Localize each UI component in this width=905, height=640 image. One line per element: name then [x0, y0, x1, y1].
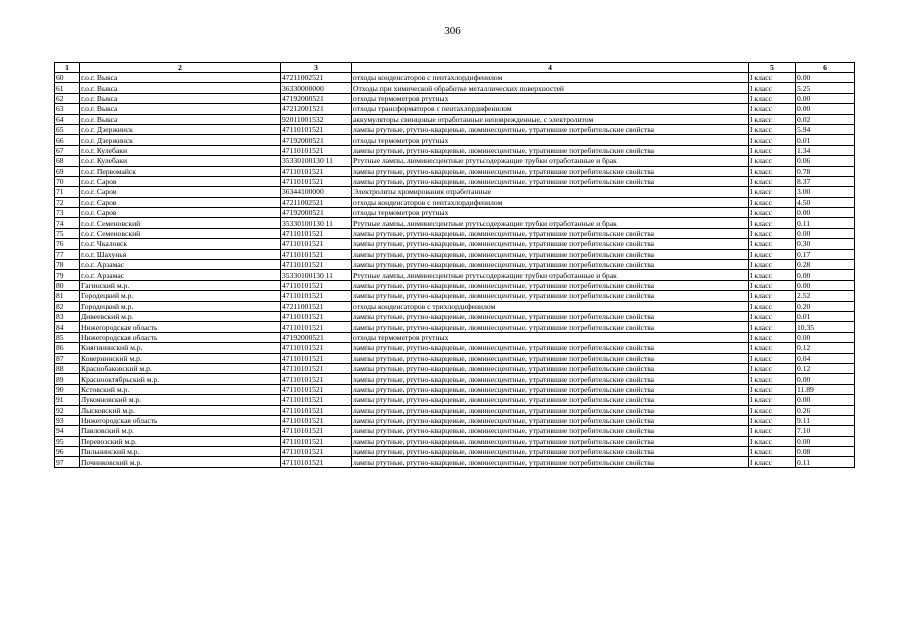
waste-code-cell: 47110101521	[281, 249, 352, 259]
waste-code-cell: 47110101521	[281, 343, 352, 353]
waste-name-cell: лампы ртутные, ртутно-кварцевые, люминесцентные, утратившие потребительские свойства	[352, 280, 749, 290]
municipality-cell: Кстовский м.р.	[80, 384, 281, 394]
municipality-cell: Дивеевский м.р.	[80, 311, 281, 321]
row-number-cell: 87	[55, 353, 80, 363]
waste-name-cell: лампы ртутные, ртутно-кварцевые, люминесцентные, утратившие потребительские свойства	[352, 239, 749, 249]
municipality-cell: г.о.г. Саров	[80, 176, 281, 186]
row-number-cell: 79	[55, 270, 80, 280]
row-number-cell: 97	[55, 457, 80, 467]
waste-name-cell: лампы ртутные, ртутно-кварцевые, люминесцентные, утратившие потребительские свойства	[352, 405, 749, 415]
amount-cell: 7.10	[796, 426, 855, 436]
waste-name-cell: лампы ртутные, ртутно-кварцевые, люминесцентные, утратившие потребительские свойства	[352, 311, 749, 321]
municipality-cell: Краснобаковский м.р.	[80, 363, 281, 373]
municipality-cell: г.о.г. Арзамас	[80, 260, 281, 270]
municipality-cell: г.о.г. Выкса	[80, 104, 281, 114]
hazard-class-cell: I класс	[749, 93, 796, 103]
waste-name-cell: лампы ртутные, ртутно-кварцевые, люминесцентные, утратившие потребительские свойства	[352, 343, 749, 353]
table-row	[55, 457, 855, 467]
amount-cell: 9.11	[796, 415, 855, 425]
waste-code-cell: 92011001532	[281, 114, 352, 124]
table-row	[55, 311, 855, 321]
waste-code-cell: 47192000521	[281, 135, 352, 145]
municipality-cell: Нижегородская область	[80, 322, 281, 332]
waste-name-cell: аккумуляторы свинцовые отработанные неповрежденные, с электролитом	[352, 114, 749, 124]
row-number-cell: 85	[55, 332, 80, 342]
municipality-cell: Нижегородская область	[80, 332, 281, 342]
municipality-cell: г.о.г. Чкаловск	[80, 239, 281, 249]
waste-code-cell: 47110101521	[281, 457, 352, 467]
row-number-cell: 67	[55, 145, 80, 155]
amount-cell: 0.78	[796, 166, 855, 176]
waste-code-cell: 47110101521	[281, 280, 352, 290]
waste-name-cell: лампы ртутные, ртутно-кварцевые, люминесцентные, утратившие потребительские свойства	[352, 415, 749, 425]
hazard-class-cell: I класс	[749, 239, 796, 249]
table-row	[55, 218, 855, 228]
column-header: 6	[796, 63, 855, 73]
municipality-cell: Починковский м.р.	[80, 457, 281, 467]
hazard-class-cell: I класс	[749, 145, 796, 155]
municipality-cell: г.о.г. Дзержинск	[80, 135, 281, 145]
table-row	[55, 166, 855, 176]
table-row	[55, 384, 855, 394]
hazard-class-cell: I класс	[749, 135, 796, 145]
waste-name-cell: отходы конденсаторов с трихлордифенилом	[352, 301, 749, 311]
municipality-cell: г.о.г. Семеновский	[80, 218, 281, 228]
waste-name-cell: отходы конденсаторов с пентахлордифенилом	[352, 73, 749, 83]
header-row	[55, 63, 855, 73]
hazard-class-cell: I класс	[749, 374, 796, 384]
row-number-cell: 96	[55, 447, 80, 457]
waste-name-cell: лампы ртутные, ртутно-кварцевые, люминесцентные, утратившие потребительские свойства	[352, 228, 749, 238]
row-number-cell: 90	[55, 384, 80, 394]
amount-cell: 10.35	[796, 322, 855, 332]
waste-code-cell: 47110101521	[281, 228, 352, 238]
row-number-cell: 72	[55, 197, 80, 207]
column-header: 5	[749, 63, 796, 73]
waste-code-cell: 35330100130 11	[281, 218, 352, 228]
row-number-cell: 80	[55, 280, 80, 290]
amount-cell: 8.37	[796, 176, 855, 186]
row-number-cell: 77	[55, 249, 80, 259]
waste-name-cell: Отходы при химической обработке металлических поверхностей	[352, 83, 749, 93]
hazard-class-cell: I класс	[749, 260, 796, 270]
table-header	[55, 63, 855, 73]
table-row	[55, 228, 855, 238]
row-number-cell: 75	[55, 228, 80, 238]
hazard-class-cell: I класс	[749, 343, 796, 353]
hazard-class-cell: I класс	[749, 291, 796, 301]
waste-name-cell: Ртутные лампы, люминесцентные ртутьсодержащие трубки отработанные и брак	[352, 218, 749, 228]
waste-code-cell: 47192000521	[281, 93, 352, 103]
waste-code-cell: 47110101521	[281, 322, 352, 332]
municipality-cell: г.о.г. Шахунья	[80, 249, 281, 259]
table-row	[55, 83, 855, 93]
municipality-cell: Городецкий м.р.	[80, 301, 281, 311]
hazard-class-cell: I класс	[749, 270, 796, 280]
table-row	[55, 436, 855, 446]
municipality-cell: Перевозский м.р.	[80, 436, 281, 446]
table-row	[55, 208, 855, 218]
waste-name-cell: Ртутные лампы, люминесцентные ртутьсодержащие трубки отработанные и брак	[352, 270, 749, 280]
table-row	[55, 239, 855, 249]
row-number-cell: 89	[55, 374, 80, 384]
amount-cell: 0.06	[796, 156, 855, 166]
table-row	[55, 343, 855, 353]
amount-cell: 0.01	[796, 135, 855, 145]
municipality-cell: г.о.г. Кулебаки	[80, 145, 281, 155]
amount-cell: 0.00	[796, 395, 855, 405]
amount-cell: 5.25	[796, 83, 855, 93]
waste-code-cell: 47192000521	[281, 208, 352, 218]
municipality-cell: Лукояновский м.р.	[80, 395, 281, 405]
waste-name-cell: отходы термометров ртутных	[352, 93, 749, 103]
waste-name-cell: лампы ртутные, ртутно-кварцевые, люминесцентные, утратившие потребительские свойства	[352, 374, 749, 384]
row-number-cell: 66	[55, 135, 80, 145]
waste-code-cell: 36344100000	[281, 187, 352, 197]
row-number-cell: 71	[55, 187, 80, 197]
row-number-cell: 62	[55, 93, 80, 103]
row-number-cell: 63	[55, 104, 80, 114]
table-row	[55, 114, 855, 124]
table-row	[55, 353, 855, 363]
page-number: 306	[444, 25, 461, 37]
table-row	[55, 73, 855, 83]
amount-cell: 0.26	[796, 405, 855, 415]
amount-cell: 0.00	[796, 436, 855, 446]
hazard-class-cell: I класс	[749, 208, 796, 218]
municipality-cell: Лысковский м.р.	[80, 405, 281, 415]
waste-code-cell: 47110101521	[281, 405, 352, 415]
waste-name-cell: лампы ртутные, ртутно-кварцевые, люминесцентные, утратившие потребительские свойства	[352, 176, 749, 186]
amount-cell: 0.08	[796, 447, 855, 457]
municipality-cell: г.о.г. Саров	[80, 187, 281, 197]
municipality-cell: г.о.г. Арзамас	[80, 270, 281, 280]
waste-code-cell: 47110101521	[281, 145, 352, 155]
hazard-class-cell: I класс	[749, 311, 796, 321]
amount-cell: 0.12	[796, 363, 855, 373]
hazard-class-cell: I класс	[749, 114, 796, 124]
hazard-class-cell: I класс	[749, 218, 796, 228]
row-number-cell: 61	[55, 83, 80, 93]
municipality-cell: г.о.г. Семеновский	[80, 228, 281, 238]
hazard-class-cell: I класс	[749, 415, 796, 425]
row-number-cell: 95	[55, 436, 80, 446]
municipality-cell: г.о.г. Выкса	[80, 93, 281, 103]
row-number-cell: 73	[55, 208, 80, 218]
row-number-cell: 86	[55, 343, 80, 353]
hazard-class-cell: I класс	[749, 332, 796, 342]
amount-cell: 0.04	[796, 353, 855, 363]
column-header: 2	[80, 63, 281, 73]
waste-name-cell: лампы ртутные, ртутно-кварцевые, люминесцентные, утратившие потребительские свойства	[352, 291, 749, 301]
table-body	[55, 73, 855, 468]
municipality-cell: Княгининский м.р.	[80, 343, 281, 353]
waste-code-cell: 47211002521	[281, 73, 352, 83]
waste-table	[54, 62, 855, 468]
amount-cell: 0.00	[796, 73, 855, 83]
row-number-cell: 82	[55, 301, 80, 311]
column-header: 1	[55, 63, 80, 73]
table-row	[55, 145, 855, 155]
amount-cell: 0.12	[796, 343, 855, 353]
waste-code-cell: 35330100130 11	[281, 270, 352, 280]
waste-code-cell: 47110101521	[281, 239, 352, 249]
table-row	[55, 124, 855, 134]
table-row	[55, 322, 855, 332]
hazard-class-cell: I класс	[749, 363, 796, 373]
waste-code-cell: 47110101521	[281, 395, 352, 405]
hazard-class-cell: I класс	[749, 301, 796, 311]
waste-name-cell: лампы ртутные, ртутно-кварцевые, люминесцентные, утратившие потребительские свойства	[352, 322, 749, 332]
table-row	[55, 249, 855, 259]
hazard-class-cell: I класс	[749, 166, 796, 176]
municipality-cell: Краснооктябрьский м.р.	[80, 374, 281, 384]
municipality-cell: Ковернинский м.р.	[80, 353, 281, 363]
municipality-cell: г.о.г. Выкса	[80, 83, 281, 93]
waste-name-cell: отходы термометров ртутных	[352, 332, 749, 342]
waste-code-cell: 47212001521	[281, 104, 352, 114]
amount-cell: 0.00	[796, 208, 855, 218]
municipality-cell: г.о.г. Первомайск	[80, 166, 281, 176]
column-header: 4	[352, 63, 749, 73]
row-number-cell: 84	[55, 322, 80, 332]
row-number-cell: 68	[55, 156, 80, 166]
amount-cell: 0.30	[796, 239, 855, 249]
waste-code-cell: 47110101521	[281, 426, 352, 436]
amount-cell: 2.52	[796, 291, 855, 301]
amount-cell: 0.00	[796, 93, 855, 103]
row-number-cell: 88	[55, 363, 80, 373]
municipality-cell: г.о.г. Саров	[80, 208, 281, 218]
waste-name-cell: лампы ртутные, ртутно-кварцевые, люминесцентные, утратившие потребительские свойства	[352, 249, 749, 259]
waste-name-cell: лампы ртутные, ртутно-кварцевые, люминесцентные, утратившие потребительские свойства	[352, 426, 749, 436]
waste-name-cell: Ртутные лампы, люминесцентные ртутьсодержащие трубки отработанные и брак	[352, 156, 749, 166]
hazard-class-cell: I класс	[749, 156, 796, 166]
hazard-class-cell: I класс	[749, 447, 796, 457]
hazard-class-cell: I класс	[749, 457, 796, 467]
table-row	[55, 135, 855, 145]
hazard-class-cell: I класс	[749, 405, 796, 415]
table-row	[55, 156, 855, 166]
waste-name-cell: лампы ртутные, ртутно-кварцевые, люминесцентные, утратившие потребительские свойства	[352, 260, 749, 270]
waste-code-cell: 47110101521	[281, 166, 352, 176]
waste-code-cell: 47211001521	[281, 301, 352, 311]
table-row	[55, 270, 855, 280]
amount-cell: 1.34	[796, 145, 855, 155]
hazard-class-cell: I класс	[749, 395, 796, 405]
table-row	[55, 301, 855, 311]
municipality-cell: г.о.г. Выкса	[80, 114, 281, 124]
municipality-cell: Гагинский м.р.	[80, 280, 281, 290]
waste-code-cell: 47110101521	[281, 374, 352, 384]
table-row	[55, 291, 855, 301]
table-row	[55, 374, 855, 384]
hazard-class-cell: I класс	[749, 322, 796, 332]
waste-name-cell: лампы ртутные, ртутно-кварцевые, люминесцентные, утратившие потребительские свойства	[352, 447, 749, 457]
waste-code-cell: 47110101521	[281, 311, 352, 321]
amount-cell: 4.50	[796, 197, 855, 207]
table-row	[55, 176, 855, 186]
hazard-class-cell: I класс	[749, 384, 796, 394]
row-number-cell: 92	[55, 405, 80, 415]
hazard-class-cell: I класс	[749, 124, 796, 134]
hazard-class-cell: I класс	[749, 187, 796, 197]
row-number-cell: 69	[55, 166, 80, 176]
amount-cell: 0.28	[796, 260, 855, 270]
waste-name-cell: лампы ртутные, ртутно-кварцевые, люминесцентные, утратившие потребительские свойства	[352, 384, 749, 394]
waste-code-cell: 47110101521	[281, 291, 352, 301]
hazard-class-cell: I класс	[749, 280, 796, 290]
waste-code-cell: 47110101521	[281, 415, 352, 425]
amount-cell: 5.94	[796, 124, 855, 134]
waste-name-cell: Электролиты хромирования отработанные	[352, 187, 749, 197]
waste-code-cell: 47110101521	[281, 447, 352, 457]
waste-name-cell: отходы конденсаторов с пентахлордифенилом	[352, 197, 749, 207]
row-number-cell: 83	[55, 311, 80, 321]
table-row	[55, 405, 855, 415]
amount-cell: 11.89	[796, 384, 855, 394]
hazard-class-cell: I класс	[749, 104, 796, 114]
municipality-cell: г.о.г. Саров	[80, 197, 281, 207]
table-row	[55, 447, 855, 457]
row-number-cell: 64	[55, 114, 80, 124]
municipality-cell: Нижегородская область	[80, 415, 281, 425]
waste-code-cell: 47110101521	[281, 124, 352, 134]
row-number-cell: 65	[55, 124, 80, 134]
amount-cell: 0.17	[796, 249, 855, 259]
waste-name-cell: отходы термометров ртутных	[352, 208, 749, 218]
waste-code-cell: 47110101521	[281, 384, 352, 394]
amount-cell: 0.00	[796, 280, 855, 290]
waste-name-cell: лампы ртутные, ртутно-кварцевые, люминесцентные, утратившие потребительские свойства	[352, 395, 749, 405]
amount-cell: 0.11	[796, 457, 855, 467]
waste-name-cell: лампы ртутные, ртутно-кварцевые, люминесцентные, утратившие потребительские свойства	[352, 124, 749, 134]
municipality-cell: Городецкий м.р.	[80, 291, 281, 301]
table-row	[55, 426, 855, 436]
hazard-class-cell: I класс	[749, 228, 796, 238]
waste-code-cell: 35330100130 11	[281, 156, 352, 166]
row-number-cell: 70	[55, 176, 80, 186]
table-row	[55, 187, 855, 197]
hazard-class-cell: I класс	[749, 436, 796, 446]
row-number-cell: 60	[55, 73, 80, 83]
amount-cell: 0.00	[796, 374, 855, 384]
amount-cell: 0.20	[796, 301, 855, 311]
table-row	[55, 415, 855, 425]
table-row	[55, 104, 855, 114]
table-row	[55, 280, 855, 290]
table-row	[55, 197, 855, 207]
hazard-class-cell: I класс	[749, 249, 796, 259]
amount-cell: 3.00	[796, 187, 855, 197]
row-number-cell: 78	[55, 260, 80, 270]
row-number-cell: 81	[55, 291, 80, 301]
amount-cell: 0.00	[796, 332, 855, 342]
waste-code-cell: 36330000000	[281, 83, 352, 93]
waste-code-cell: 47211002521	[281, 197, 352, 207]
waste-name-cell: лампы ртутные, ртутно-кварцевые, люминесцентные, утратившие потребительские свойства	[352, 166, 749, 176]
waste-name-cell: отходы термометров ртутных	[352, 135, 749, 145]
row-number-cell: 94	[55, 426, 80, 436]
waste-code-cell: 47110101521	[281, 436, 352, 446]
table-row	[55, 93, 855, 103]
waste-code-cell: 47110101521	[281, 260, 352, 270]
hazard-class-cell: I класс	[749, 73, 796, 83]
waste-name-cell: лампы ртутные, ртутно-кварцевые, люминесцентные, утратившие потребительские свойства	[352, 145, 749, 155]
amount-cell: 0.00	[796, 104, 855, 114]
hazard-class-cell: I класс	[749, 426, 796, 436]
table-row	[55, 395, 855, 405]
waste-code-cell: 47192000521	[281, 332, 352, 342]
table-row	[55, 363, 855, 373]
row-number-cell: 93	[55, 415, 80, 425]
waste-code-cell: 47110101521	[281, 176, 352, 186]
amount-cell: 0.00	[796, 228, 855, 238]
amount-cell: 0.11	[796, 218, 855, 228]
hazard-class-cell: I класс	[749, 83, 796, 93]
table-row	[55, 332, 855, 342]
municipality-cell: Пильнинский м.р.	[80, 447, 281, 457]
amount-cell: 0.01	[796, 311, 855, 321]
row-number-cell: 74	[55, 218, 80, 228]
waste-name-cell: отходы трансформаторов с пентахлордифенилом	[352, 104, 749, 114]
row-number-cell: 91	[55, 395, 80, 405]
waste-code-cell: 47110101521	[281, 353, 352, 363]
amount-cell: 0.02	[796, 114, 855, 124]
waste-name-cell: лампы ртутные, ртутно-кварцевые, люминесцентные, утратившие потребительские свойства	[352, 457, 749, 467]
municipality-cell: г.о.г. Выкса	[80, 73, 281, 83]
table-row	[55, 260, 855, 270]
waste-name-cell: лампы ртутные, ртутно-кварцевые, люминесцентные, утратившие потребительские свойства	[352, 353, 749, 363]
waste-name-cell: лампы ртутные, ртутно-кварцевые, люминесцентные, утратившие потребительские свойства	[352, 363, 749, 373]
amount-cell: 0.00	[796, 270, 855, 280]
municipality-cell: г.о.г. Дзержинск	[80, 124, 281, 134]
hazard-class-cell: I класс	[749, 353, 796, 363]
municipality-cell: г.о.г. Кулебаки	[80, 156, 281, 166]
hazard-class-cell: I класс	[749, 197, 796, 207]
hazard-class-cell: I класс	[749, 176, 796, 186]
waste-name-cell: лампы ртутные, ртутно-кварцевые, люминесцентные, утратившие потребительские свойства	[352, 436, 749, 446]
row-number-cell: 76	[55, 239, 80, 249]
municipality-cell: Павловский м.р.	[80, 426, 281, 436]
column-header: 3	[281, 63, 352, 73]
waste-code-cell: 47110101521	[281, 363, 352, 373]
